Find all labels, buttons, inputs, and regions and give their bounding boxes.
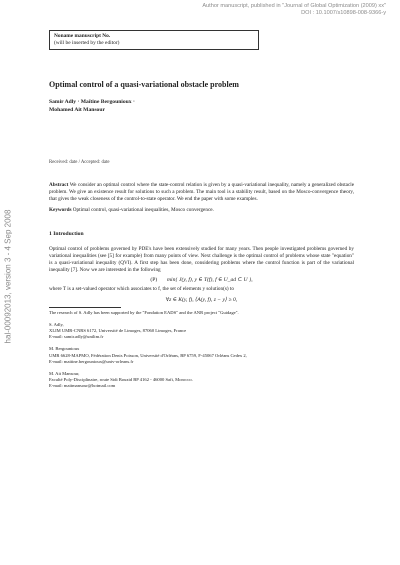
abstract-label: Abstract (49, 182, 69, 188)
equation-p (49, 277, 354, 283)
received-date: Received: date / Accepted: date (49, 160, 110, 165)
paper-page (49, 30, 354, 390)
affil-name: S. Adly, (49, 321, 64, 327)
keywords (49, 207, 354, 214)
affiliation-mansour (49, 371, 354, 390)
footnote-rule (49, 307, 121, 308)
abstract (49, 182, 354, 204)
equation-label: (P) (150, 277, 158, 284)
equation-qvi-body: ∀z ∈ K(y, f), ⟨A(y, f), z − y⟩ ≥ 0, (165, 296, 238, 303)
affil-address: Faculté Poly-Disciplinaire, route Sidi Bouzid BP 4162 - 46000 Safi, Morocco. (49, 377, 193, 383)
paper-title: Optimal control of a quasi-variational obstacle problem (49, 80, 239, 89)
affiliation-adly (49, 322, 354, 341)
affil-address: UMR 6628-MAPMO, Fédération Denis Poisson, Université d'Orléans, BP 6759, F-45067 Orléans Cedex 2, (49, 352, 247, 358)
manuscript-box (49, 30, 259, 50)
author-list (49, 99, 354, 114)
authors-line-1: Samir Adly · Maïtine Bergounioux · (49, 99, 135, 105)
manuscript-note: (will be inserted by the editor) (54, 40, 120, 46)
section-heading: 1 Introduction (49, 230, 84, 237)
equation-body: min{ J(y, f), y ∈ T(f), f ∈ U_ad ⊂ U }, (166, 277, 253, 284)
doi: DOI : 10.1007/s10898-008-9366-y (301, 10, 386, 16)
authors-line-2: Mohamed Ait Mansour (49, 106, 105, 113)
affil-name: M. Ait Mansour, (49, 371, 80, 377)
journal-header (202, 3, 386, 17)
affil-name: M. Bergounioux (49, 346, 80, 352)
intro-paragraph: Optimal control of problems governed by PDE's have been extensively studied for many years. Then people investigated problems governed by variational inequalities (see [5] for example) from many points of view. Next challenge is the optimal control of problems whose state "equation" is a quasi-variational inequality (QVI). A first step has been done, considering problems where the control function is part of the variational inequality [7]. Now we are interested in the following (49, 245, 354, 274)
intro-paragraph-2: where T is a set-valued operator which associates to f, the set of elements y solution(s) to (49, 286, 234, 293)
keywords-text: Optimal control, quasi-variational inequalities, Mosco convergence. (72, 206, 214, 213)
affil-email[interactable]: E-mail: samir.adly@unilim.fr (49, 334, 104, 340)
affil-email[interactable]: E-mail: maitine.bergounioux@univ-orleans.fr (49, 358, 134, 364)
journal-citation: Author manuscript, published in "Journal of Global Optimization (2009) xx" (202, 3, 386, 9)
manuscript-label: Noname manuscript No. (54, 33, 111, 39)
keywords-label: Keywords (49, 206, 72, 213)
abstract-text: We consider an optimal control where the state-control relation is given by a quasi-variational inequality, namely a generalized obstacle problem. We give an existence result for solutions to such a problem. The main tool is a stability result, based on the Mosco-convergence theory, that gives the weak closeness of the control-to-state operator. We end the paper with some examples. (49, 182, 355, 203)
affiliation-bergounioux (49, 346, 354, 365)
affil-address: XLIM UMR-CNRS 6172, Université de Limoges, 87060 Limoges, France (49, 328, 187, 334)
equation-qvi (49, 297, 354, 303)
affil-email[interactable]: E-mail: maitmansour@hotmail.com (49, 383, 116, 389)
funding-footnote: The research of S. Adly has been supported by the "Fondation EADS" and the ANR project "Guidage". (49, 309, 239, 315)
hal-identifier: hal-00092013, version 3 - 4 Sep 2008 (3, 209, 13, 344)
